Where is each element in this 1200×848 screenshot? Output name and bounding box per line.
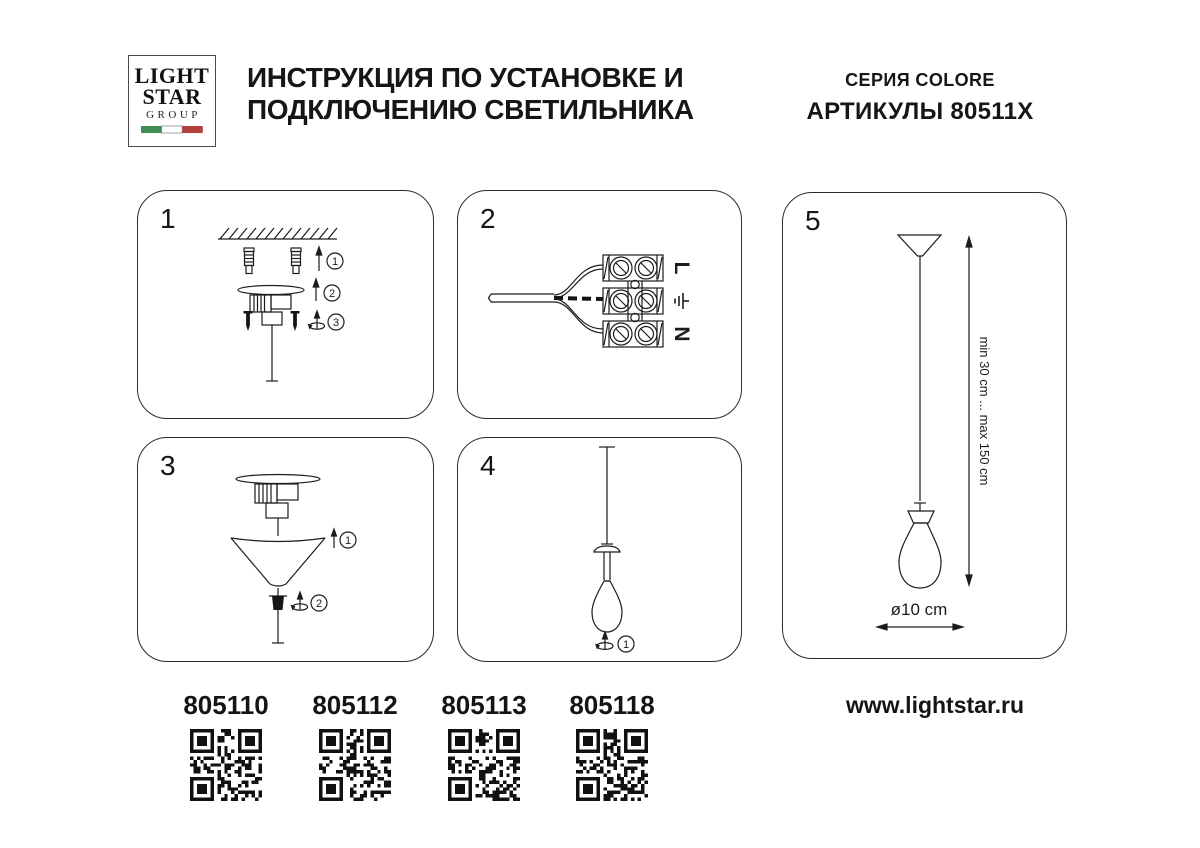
cone-shade	[231, 538, 325, 586]
step-badge-2	[324, 285, 340, 301]
step3-diagram-shade	[138, 438, 433, 661]
step1-panel	[137, 190, 434, 419]
teardrop-shade	[899, 523, 941, 588]
step4-number: 4	[480, 450, 496, 481]
article-number: 805110	[183, 690, 269, 720]
step-badge-1	[618, 636, 634, 652]
article-column	[547, 690, 677, 801]
socket-cap	[908, 503, 934, 523]
step1-diagram-ceiling-fixing	[138, 191, 433, 418]
logo-group: GROUP	[146, 109, 201, 121]
article-number: 805113	[441, 690, 527, 720]
screw-icon	[291, 311, 300, 331]
wall-plug-icon	[244, 248, 254, 274]
rotate-arrow-icon	[308, 311, 325, 330]
svg-text:2: 2	[315, 598, 323, 610]
page-title-line2: ПОДКЛЮЧЕНИЮ СВЕТИЛЬНИКА	[247, 94, 694, 125]
step2-number: 2	[480, 203, 496, 234]
logo-star: STAR	[142, 84, 202, 109]
height-range-label: min 30 cm ... max 150 cm	[977, 336, 992, 486]
step1-number: 1	[160, 203, 176, 234]
qr-code	[319, 729, 391, 801]
step4-diagram-diffuser	[458, 438, 741, 661]
mains-cable	[489, 265, 604, 333]
canopy-plate	[238, 286, 304, 382]
canopy-plate	[236, 475, 320, 537]
article-number: 805118	[569, 690, 655, 720]
step4-panel	[457, 437, 742, 662]
ceiling-hatch	[218, 228, 337, 239]
step-badge-1	[340, 532, 356, 548]
qr-code	[190, 729, 262, 801]
socket-cap	[594, 546, 620, 580]
svg-text:1: 1	[344, 535, 352, 547]
italian-flag-icon	[141, 125, 203, 134]
rotate-arrow-icon	[291, 592, 308, 611]
series-header	[790, 70, 1050, 126]
step-badge-3	[328, 314, 344, 330]
diameter-dimension-arrow	[877, 624, 963, 630]
diameter-label: ø10 cm	[890, 600, 948, 619]
svg-text:1: 1	[622, 639, 630, 651]
article-number: 805112	[312, 690, 398, 720]
height-dimension-arrow	[966, 237, 972, 585]
articles-code: АРТИКУЛЫ 80511X	[806, 98, 1034, 125]
ground-symbol-icon	[675, 293, 689, 309]
svg-text:1: 1	[331, 256, 339, 268]
arrow-up-icon	[332, 529, 337, 548]
article-column	[290, 690, 420, 801]
step2-diagram-wiring	[458, 191, 741, 418]
step5-number: 5	[805, 205, 821, 236]
series-name: СЕРИЯ COLORE	[845, 70, 995, 90]
logo-light: LIGHT	[134, 63, 210, 88]
step3-panel	[137, 437, 434, 662]
page-title	[247, 62, 694, 126]
terminal-label-neutral: N	[670, 326, 693, 342]
screw-icon	[244, 311, 253, 331]
qr-code	[576, 729, 648, 801]
terminal-block	[603, 255, 663, 347]
cone-canopy	[898, 235, 941, 503]
svg-text:2: 2	[328, 288, 336, 300]
step-badge-2	[311, 595, 327, 611]
qr-code	[448, 729, 520, 801]
arrow-up-icon	[313, 279, 319, 301]
step3-number: 3	[160, 450, 176, 481]
wall-plug-icon	[291, 248, 301, 274]
page-title-line1: ИНСТРУКЦИЯ ПО УСТАНОВКЕ И	[247, 62, 684, 93]
step5-panel	[782, 192, 1067, 659]
rotate-arrow-icon	[595, 632, 613, 650]
teardrop-shade	[592, 581, 622, 632]
lightstar-logo	[128, 55, 216, 147]
step5-diagram-dimensions	[783, 193, 1066, 658]
article-column	[419, 690, 549, 801]
article-column	[161, 690, 291, 801]
pendant-cord	[599, 447, 615, 544]
arrow-up-icon	[316, 247, 322, 271]
website-url: www.lightstar.ru	[845, 692, 1025, 718]
svg-text:3: 3	[332, 317, 340, 329]
cord-grip	[269, 588, 287, 643]
step2-panel	[457, 190, 742, 419]
terminal-label-live: L	[670, 261, 693, 275]
step-badge-1	[327, 253, 343, 269]
